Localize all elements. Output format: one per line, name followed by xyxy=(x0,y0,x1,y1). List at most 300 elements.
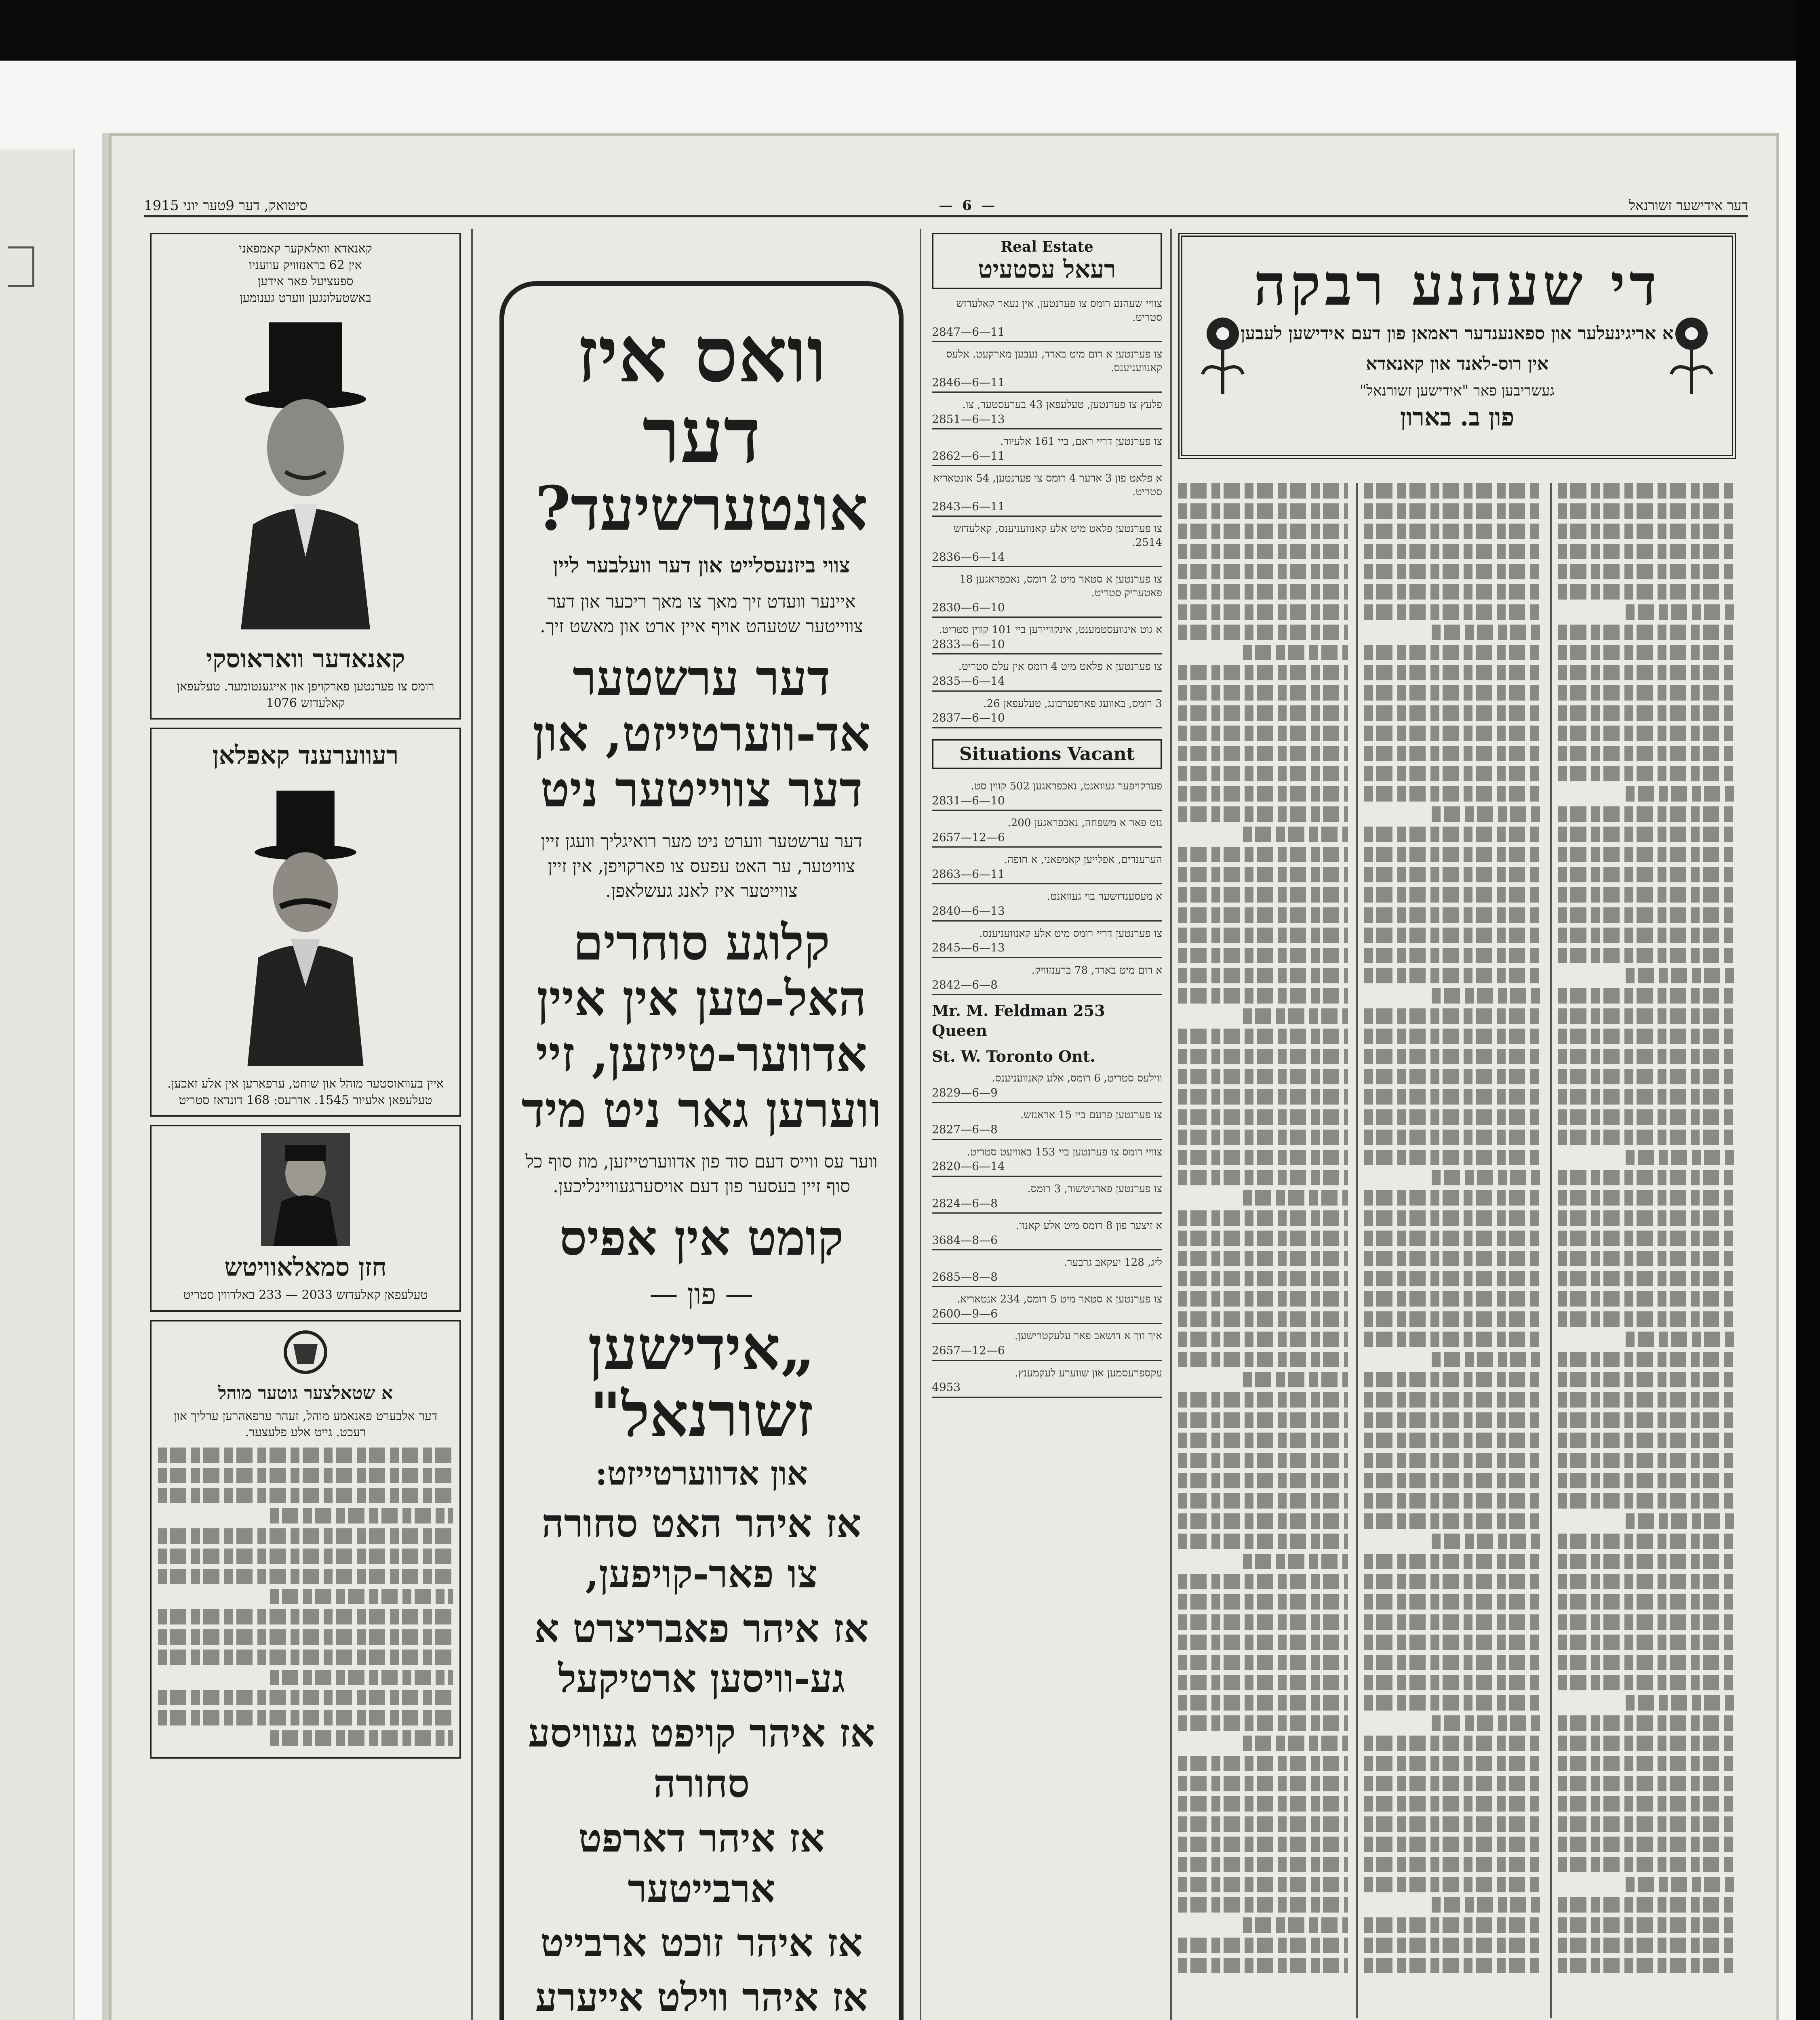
text-line xyxy=(1558,1574,1736,1589)
ad1-line: באשטעלונגען ווערט גענומען xyxy=(240,290,371,305)
text-line xyxy=(1558,625,1736,640)
text-line xyxy=(1178,1069,1348,1084)
classified-code: 2843—6—11 xyxy=(932,499,1162,517)
text-line xyxy=(1364,1008,1542,1024)
column-rule xyxy=(920,229,921,2020)
text-line xyxy=(1626,1150,1736,1165)
text-line xyxy=(1558,1433,1736,1448)
text-line xyxy=(1178,766,1348,781)
text-line xyxy=(1364,1069,1542,1084)
situations-vacant-list xyxy=(932,780,1162,995)
text-line xyxy=(1558,1251,1736,1266)
classified-entry xyxy=(932,660,1162,691)
classified-code: 2862—6—11 xyxy=(932,449,1162,466)
text-line xyxy=(1558,1917,1736,1933)
text-line xyxy=(1364,1614,1542,1630)
text-line xyxy=(1178,1332,1348,1347)
text-line xyxy=(1558,847,1736,862)
column-rule xyxy=(1550,483,1552,2018)
text-line xyxy=(1364,928,1542,943)
classified-text: צוויי רומס צו פערנטען ביי 153 באוויעט סטריט. xyxy=(967,1146,1162,1158)
classified-code: 2851—6—13 xyxy=(932,412,1162,429)
text-line xyxy=(1558,1372,1736,1387)
real-estate-heading-en: Real Estate xyxy=(1001,238,1093,255)
text-line xyxy=(1364,1756,1542,1771)
text-line xyxy=(1364,1837,1542,1852)
classified-entry xyxy=(932,1219,1162,1250)
classified-entry xyxy=(932,522,1162,567)
classified-code: 2831—6—10 xyxy=(932,793,1162,811)
text-line xyxy=(1178,847,1348,862)
text-line xyxy=(1178,1857,1348,1872)
text-line xyxy=(1178,1574,1348,1589)
text-line xyxy=(1558,1352,1736,1367)
flower-ornament-icon xyxy=(1667,314,1716,394)
text-line xyxy=(1364,1049,1542,1064)
text-line xyxy=(1178,1089,1348,1105)
text-line xyxy=(1243,1736,1348,1751)
text-line xyxy=(1178,1635,1348,1650)
story-subtitle-2: אין רוס-לאנד און קאנאדא xyxy=(1366,354,1548,374)
text-line xyxy=(1178,1877,1348,1892)
promo-list-item: אז איהר זוכט ארבייט xyxy=(540,1920,863,1966)
text-line xyxy=(1178,1776,1348,1791)
column-rule xyxy=(471,229,473,2020)
text-line xyxy=(1558,1291,1736,1307)
text-line xyxy=(1178,625,1348,640)
text-line xyxy=(1178,1109,1348,1125)
text-line xyxy=(1243,1554,1348,1569)
story-text-column xyxy=(1178,483,1348,1978)
text-line xyxy=(1364,1796,1542,1812)
classified-code: 2833—6—10 xyxy=(932,637,1162,654)
text-line xyxy=(1178,1049,1348,1064)
promo-paper-name-2: זשורנאל" xyxy=(590,1379,813,1450)
text-line xyxy=(1558,1594,1736,1610)
text-line xyxy=(1364,948,1542,963)
ad-portrait-1 xyxy=(150,233,461,720)
text-line xyxy=(1558,1857,1736,1872)
text-line xyxy=(1178,1150,1348,1165)
classified-text: צו פערנטען פארניטשור, 3 רומס. xyxy=(1027,1183,1162,1195)
classified-text: א גוט אינוועסטמענט, אינקוויירען ביי 101 קווין סטריט. xyxy=(939,624,1162,636)
classified-entry xyxy=(932,1109,1162,1140)
promo-answer: דער ערשטער אד-ווערטייזט, און דער צווייטער ניט xyxy=(532,649,871,818)
text-line xyxy=(1364,1291,1542,1307)
text-line xyxy=(1558,1049,1736,1064)
text-line xyxy=(1364,1190,1542,1206)
text-line xyxy=(1364,1655,1542,1670)
text-line xyxy=(1364,645,1542,660)
text-line xyxy=(1558,1089,1736,1105)
ad1-line: ספעציעל פאר אידען xyxy=(257,274,354,288)
more-classifieds-list xyxy=(932,1072,1162,1398)
text-line xyxy=(1432,1534,1542,1549)
real-estate-heading xyxy=(932,233,1162,289)
classified-code: 2846—6—11 xyxy=(932,375,1162,393)
classified-code: 2847—6—11 xyxy=(932,325,1162,342)
text-line xyxy=(1558,1231,1736,1246)
ad3-text: טעלעפאן קאלעדזש 2033 — 233 באלדווין סטריט xyxy=(183,1288,428,1302)
text-line xyxy=(1178,524,1348,539)
text-line xyxy=(1432,1170,1542,1185)
classified-text: הערענרים, אפלייען קאמפאני, א חופה. xyxy=(1004,854,1162,866)
classified-text: א זיצער פון 8 רומס מיט אלע קאנוו. xyxy=(1016,1219,1162,1232)
classified-code: 3684—8—6 xyxy=(932,1233,1162,1250)
classified-entry xyxy=(932,348,1162,393)
text-line xyxy=(1558,1554,1736,1569)
address-line-1: Mr. M. Feldman 253 Queen xyxy=(932,1001,1105,1040)
classified-code: 2840—6—13 xyxy=(932,904,1162,921)
text-line xyxy=(1178,685,1348,701)
ad-cantor xyxy=(150,1125,461,1312)
promo-paragraph-4: ווער עס ווייס דעם סוד פון אדווערטייזען, מוז סוף כל סוף זיין בעסער פון דעם אויסערגעוויינליכען. xyxy=(525,1151,878,1197)
text-line xyxy=(1364,1251,1542,1266)
promo-list-item: אז איהר האט סחורה צו פאר-קויפען, xyxy=(541,1500,862,1597)
text-line xyxy=(1178,1675,1348,1690)
story-text-column xyxy=(1364,483,1542,1978)
text-line xyxy=(1558,584,1736,600)
promo-paper-name-1: „אידישען xyxy=(588,1312,815,1384)
text-line xyxy=(1558,1715,1736,1731)
classified-text: ווילעס סטריט, 6 רומס, אלע קאנוועניענס. xyxy=(992,1072,1162,1085)
classified-text: פלעץ צו פערנטען, טעלעפאן 43 בערעסטער, צו. xyxy=(962,398,1162,411)
text-line xyxy=(1178,604,1348,620)
text-line xyxy=(1178,1816,1348,1832)
text-line xyxy=(1243,1372,1348,1387)
text-line xyxy=(1178,1837,1348,1852)
text-line xyxy=(1178,1352,1348,1367)
classified-entry xyxy=(932,398,1162,429)
text-line xyxy=(1432,1352,1542,1367)
ad-portrait-2 xyxy=(150,728,461,1117)
classified-code: 2830—6—10 xyxy=(932,600,1162,618)
text-line xyxy=(1364,524,1542,539)
text-line xyxy=(1178,1756,1348,1771)
text-line xyxy=(1178,483,1348,499)
text-line xyxy=(1178,1796,1348,1812)
ad4-title: א שטאלצער גוטער מוהל xyxy=(218,1382,393,1403)
text-line xyxy=(1364,1675,1542,1690)
text-line xyxy=(1178,1958,1348,1973)
text-line xyxy=(1558,544,1736,559)
promo-list-item: אז איהר דארפט ארבייטער xyxy=(578,1815,825,1911)
portrait-top-hat-icon xyxy=(225,314,386,629)
classified-code: 2657—12—6 xyxy=(932,1343,1162,1361)
text-line xyxy=(1364,604,1542,620)
text-line xyxy=(1364,584,1542,600)
classified-text: א רום מיט בארד, 78 ברענזוויק. xyxy=(1031,964,1162,976)
text-line xyxy=(1558,1170,1736,1185)
real-estate-heading-yi: רעאל עסטעיט xyxy=(978,255,1116,284)
cantor-photo-icon xyxy=(261,1133,350,1246)
classified-entry xyxy=(932,780,1162,811)
text-line xyxy=(1178,705,1348,721)
address-line-2: St. W. Toronto Ont. xyxy=(932,1047,1095,1065)
text-line xyxy=(1364,1433,1542,1448)
text-line xyxy=(1364,1635,1542,1650)
page-fold-mark xyxy=(8,246,34,287)
text-line xyxy=(1364,685,1542,701)
text-line xyxy=(1178,1594,1348,1610)
column-rule xyxy=(1170,229,1172,2020)
text-line xyxy=(1364,1493,1542,1509)
text-line xyxy=(1178,988,1348,1004)
text-line xyxy=(1178,1695,1348,1711)
ad1-line: אין 62 בראנזוויק עוועניו xyxy=(249,258,362,272)
classified-code: 2842—6—8 xyxy=(932,978,1162,995)
text-line xyxy=(1364,746,1542,761)
classified-code: 2829—6—9 xyxy=(932,1086,1162,1103)
text-line xyxy=(1178,1311,1348,1327)
scan-border-right xyxy=(1796,0,1820,2020)
text-line xyxy=(1558,1130,1736,1145)
promo-paragraph-1: איינער וועדט זיך מאך צו מאך ריכער און דער צווייטער שטעהט אויף איין ארט און מאשט זיך. xyxy=(540,591,863,637)
story-text-column xyxy=(1558,483,1736,1978)
classified-entry xyxy=(932,697,1162,728)
text-line xyxy=(1558,1493,1736,1509)
classified-text: צו פערנטען א סטאר מיט 5 רומס, 234 אנטאריא. xyxy=(956,1293,1162,1306)
classified-entry xyxy=(932,472,1162,517)
promo-from: — פון — xyxy=(649,1277,754,1311)
classified-entry xyxy=(932,927,1162,958)
text-line xyxy=(1558,1756,1736,1771)
text-line xyxy=(1178,806,1348,822)
text-line xyxy=(1243,1008,1348,1024)
text-line xyxy=(1558,705,1736,721)
text-line xyxy=(1178,928,1348,943)
text-line xyxy=(1178,1130,1348,1145)
classified-entry xyxy=(932,1072,1162,1103)
text-line xyxy=(1558,867,1736,882)
promo-list-item: אז איהר קויפט געוויסע סחורה xyxy=(528,1710,875,1806)
text-line xyxy=(1558,1655,1736,1670)
previous-page-edge xyxy=(0,149,75,2020)
promo-title-3: אונטערשיעד? xyxy=(535,473,868,544)
serial-story-header xyxy=(1178,233,1736,459)
text-line xyxy=(1364,1130,1542,1145)
text-line xyxy=(1558,1958,1736,1973)
text-line xyxy=(1626,1513,1736,1529)
text-line xyxy=(1364,1231,1542,1246)
story-title: די שעהנע רבקה xyxy=(1253,252,1661,318)
classified-entry xyxy=(932,573,1162,618)
promo-advertise: און אדווערטייזט: xyxy=(595,1454,808,1492)
text-line xyxy=(1364,1554,1542,1569)
text-line xyxy=(1364,1917,1542,1933)
classified-entry xyxy=(932,890,1162,921)
text-line xyxy=(1364,766,1542,781)
text-line xyxy=(1243,645,1348,660)
classified-code: 2657—12—6 xyxy=(932,830,1162,848)
classified-text: צוויי שעהנע רומס צו פערנטען, אין נעאר קאלעדזש סטריט. xyxy=(956,298,1162,324)
story-credit: געשריבען פאר "אידישען זשורנאל" xyxy=(1359,383,1555,399)
column-rule xyxy=(1356,483,1358,2018)
classified-code: 2837—6—10 xyxy=(932,711,1162,728)
text-line xyxy=(1364,1513,1542,1529)
text-line xyxy=(1558,524,1736,539)
text-line xyxy=(1558,503,1736,519)
text-line xyxy=(1364,867,1542,882)
classified-entry xyxy=(932,1330,1162,1361)
text-line xyxy=(1364,1816,1542,1832)
text-line xyxy=(1364,1958,1542,1973)
text-line xyxy=(1364,1736,1542,1751)
text-line xyxy=(1178,1412,1348,1428)
classified-code: 2845—6—13 xyxy=(932,941,1162,958)
text-line xyxy=(1558,1675,1736,1690)
promo-list-item: אז איהר פאבריצרט א גע-וויסען ארטיקעל xyxy=(534,1605,869,1702)
text-line xyxy=(1364,1392,1542,1408)
text-line xyxy=(1364,1372,1542,1387)
text-line xyxy=(1558,1897,1736,1913)
text-line xyxy=(1558,665,1736,680)
classified-entry xyxy=(932,1256,1162,1287)
text-line xyxy=(1364,503,1542,519)
text-line xyxy=(1626,1695,1736,1711)
text-line xyxy=(1558,907,1736,923)
text-line xyxy=(1364,1412,1542,1428)
text-line xyxy=(1558,1635,1736,1650)
classified-entry xyxy=(932,964,1162,995)
text-line xyxy=(1558,988,1736,1004)
text-line xyxy=(1364,887,1542,903)
classified-text: פערקויפער געוואנט, נאכפראגען 502 קווין סט. xyxy=(971,780,1162,792)
text-line xyxy=(1364,786,1542,802)
coat-of-arms-icon xyxy=(269,1328,342,1376)
text-line xyxy=(1558,1453,1736,1468)
text-line xyxy=(1558,1069,1736,1084)
text-line xyxy=(1364,1332,1542,1347)
text-line xyxy=(1558,766,1736,781)
text-line xyxy=(1364,1776,1542,1791)
text-line xyxy=(1558,1029,1736,1044)
classified-text: צו פערנטען דריי רומס מיט אלע קאנוועניענס. xyxy=(979,927,1162,940)
text-line xyxy=(1178,564,1348,579)
classified-entry xyxy=(932,623,1162,654)
text-line xyxy=(1178,665,1348,680)
promo-title-1: וואס איז xyxy=(576,309,827,400)
text-line xyxy=(1364,544,1542,559)
classified-text: א פלאט פון 3 ארער 4 רומס צו פערנטען, 54 אונטאריא סטריט. xyxy=(933,472,1162,499)
text-line xyxy=(1364,1271,1542,1286)
classified-text: עקספרעסמען און שווערע לעקמענץ. xyxy=(1015,1367,1162,1379)
classified-text: צו פערנטען פרעם ביי 15 אראנזש. xyxy=(1020,1109,1162,1122)
classified-entry xyxy=(932,435,1162,466)
text-line xyxy=(1178,1938,1348,1953)
classified-code: 2820—6—14 xyxy=(932,1159,1162,1176)
page-number: — 6 — xyxy=(939,198,998,214)
text-line xyxy=(1558,1392,1736,1408)
text-line xyxy=(1178,968,1348,983)
classified-entry xyxy=(932,816,1162,848)
text-line xyxy=(1558,1614,1736,1630)
text-line xyxy=(1178,746,1348,761)
advertising-promo-box xyxy=(499,281,904,2020)
text-line xyxy=(1178,1473,1348,1488)
story-subtitle: א אריגינעלער און ספאנענדער ראמאן פון דעם אידישען לעבען xyxy=(1241,323,1674,344)
text-line xyxy=(1364,1574,1542,1589)
classified-text: צו פערנטען דריי ראם, ביי 161 אלעיור. xyxy=(1000,436,1162,448)
paper-name: דער אידישער זשורנאל xyxy=(1629,198,1748,214)
masthead xyxy=(144,196,1748,217)
text-line xyxy=(1364,1473,1542,1488)
classified-entry xyxy=(932,297,1162,342)
text-line xyxy=(1364,1857,1542,1872)
classified-text: צו פערנטען א רום מיט בארד, נעבען מארקעט. אלעס קאנוועניענס. xyxy=(946,348,1162,374)
text-line xyxy=(1178,907,1348,923)
text-line xyxy=(1178,1291,1348,1307)
scan-border-top xyxy=(0,0,1820,61)
text-line xyxy=(1626,968,1736,983)
masthead-date: סיטואק, דער 9טער יוני 1915 xyxy=(144,198,308,214)
classifieds-column xyxy=(932,233,1162,1403)
text-line xyxy=(1558,806,1736,822)
text-line xyxy=(1626,786,1736,802)
text-line xyxy=(1432,988,1542,1004)
classified-code: 2685—8—8 xyxy=(932,1270,1162,1287)
text-line xyxy=(1558,1736,1736,1751)
text-line xyxy=(1558,1534,1736,1549)
text-line xyxy=(1558,685,1736,701)
text-line xyxy=(1178,1271,1348,1286)
classified-text: א מעסענדזשער בוי געוואנט. xyxy=(1047,890,1162,903)
text-line xyxy=(1178,786,1348,802)
text-line xyxy=(1364,1594,1542,1610)
text-line xyxy=(1364,1109,1542,1125)
classified-text: גוט פאר א משפחה, נאכפראגען 200. xyxy=(1007,817,1162,829)
text-line xyxy=(1626,604,1736,620)
classified-text: ליג, 128 יעקאב גרבער. xyxy=(1064,1256,1162,1269)
text-line xyxy=(1364,726,1542,741)
classified-text: צו פערנטען פלאט מיט אלע קאנוועניענס, קאלעדזש 2514. xyxy=(953,523,1162,549)
text-line xyxy=(1558,948,1736,963)
text-line xyxy=(1178,867,1348,882)
text-line xyxy=(1364,1938,1542,1953)
text-line xyxy=(1558,1938,1736,1953)
text-line xyxy=(1178,1170,1348,1185)
classified-text: צו פערנטען א פלאט מיט 4 רומס אין עלם סטריט. xyxy=(958,661,1162,673)
ad4-fine-print xyxy=(158,1448,453,1746)
text-line xyxy=(1364,847,1542,862)
text-line xyxy=(1364,665,1542,680)
flower-ornament-icon xyxy=(1199,314,1247,394)
ad1-name: קאנאדער וואראוסקי xyxy=(206,644,405,673)
text-line xyxy=(1243,1190,1348,1206)
text-line xyxy=(1558,746,1736,761)
text-line xyxy=(1178,1251,1348,1266)
text-line xyxy=(1178,1453,1348,1468)
text-line xyxy=(1364,1311,1542,1327)
classified-entry xyxy=(932,1367,1162,1398)
text-line xyxy=(1178,726,1348,741)
text-line xyxy=(1364,968,1542,983)
text-line xyxy=(1178,1715,1348,1731)
classified-code: 2835—6—14 xyxy=(932,674,1162,691)
classified-entry xyxy=(932,1183,1162,1214)
text-line xyxy=(1178,1513,1348,1529)
promo-title-2: דער xyxy=(642,390,761,480)
ad-mohel xyxy=(150,1320,461,1759)
classified-text: איך זוך א דושאב פאר עלעקטרישען. xyxy=(1014,1330,1162,1342)
text-line xyxy=(1178,584,1348,600)
text-line xyxy=(1364,1029,1542,1044)
text-line xyxy=(1558,1008,1736,1024)
ad1-line: קאנאדא וואלאקער קאמפאני xyxy=(239,242,372,256)
text-line xyxy=(1558,887,1736,903)
text-line xyxy=(1178,503,1348,519)
text-line xyxy=(1558,1837,1736,1852)
